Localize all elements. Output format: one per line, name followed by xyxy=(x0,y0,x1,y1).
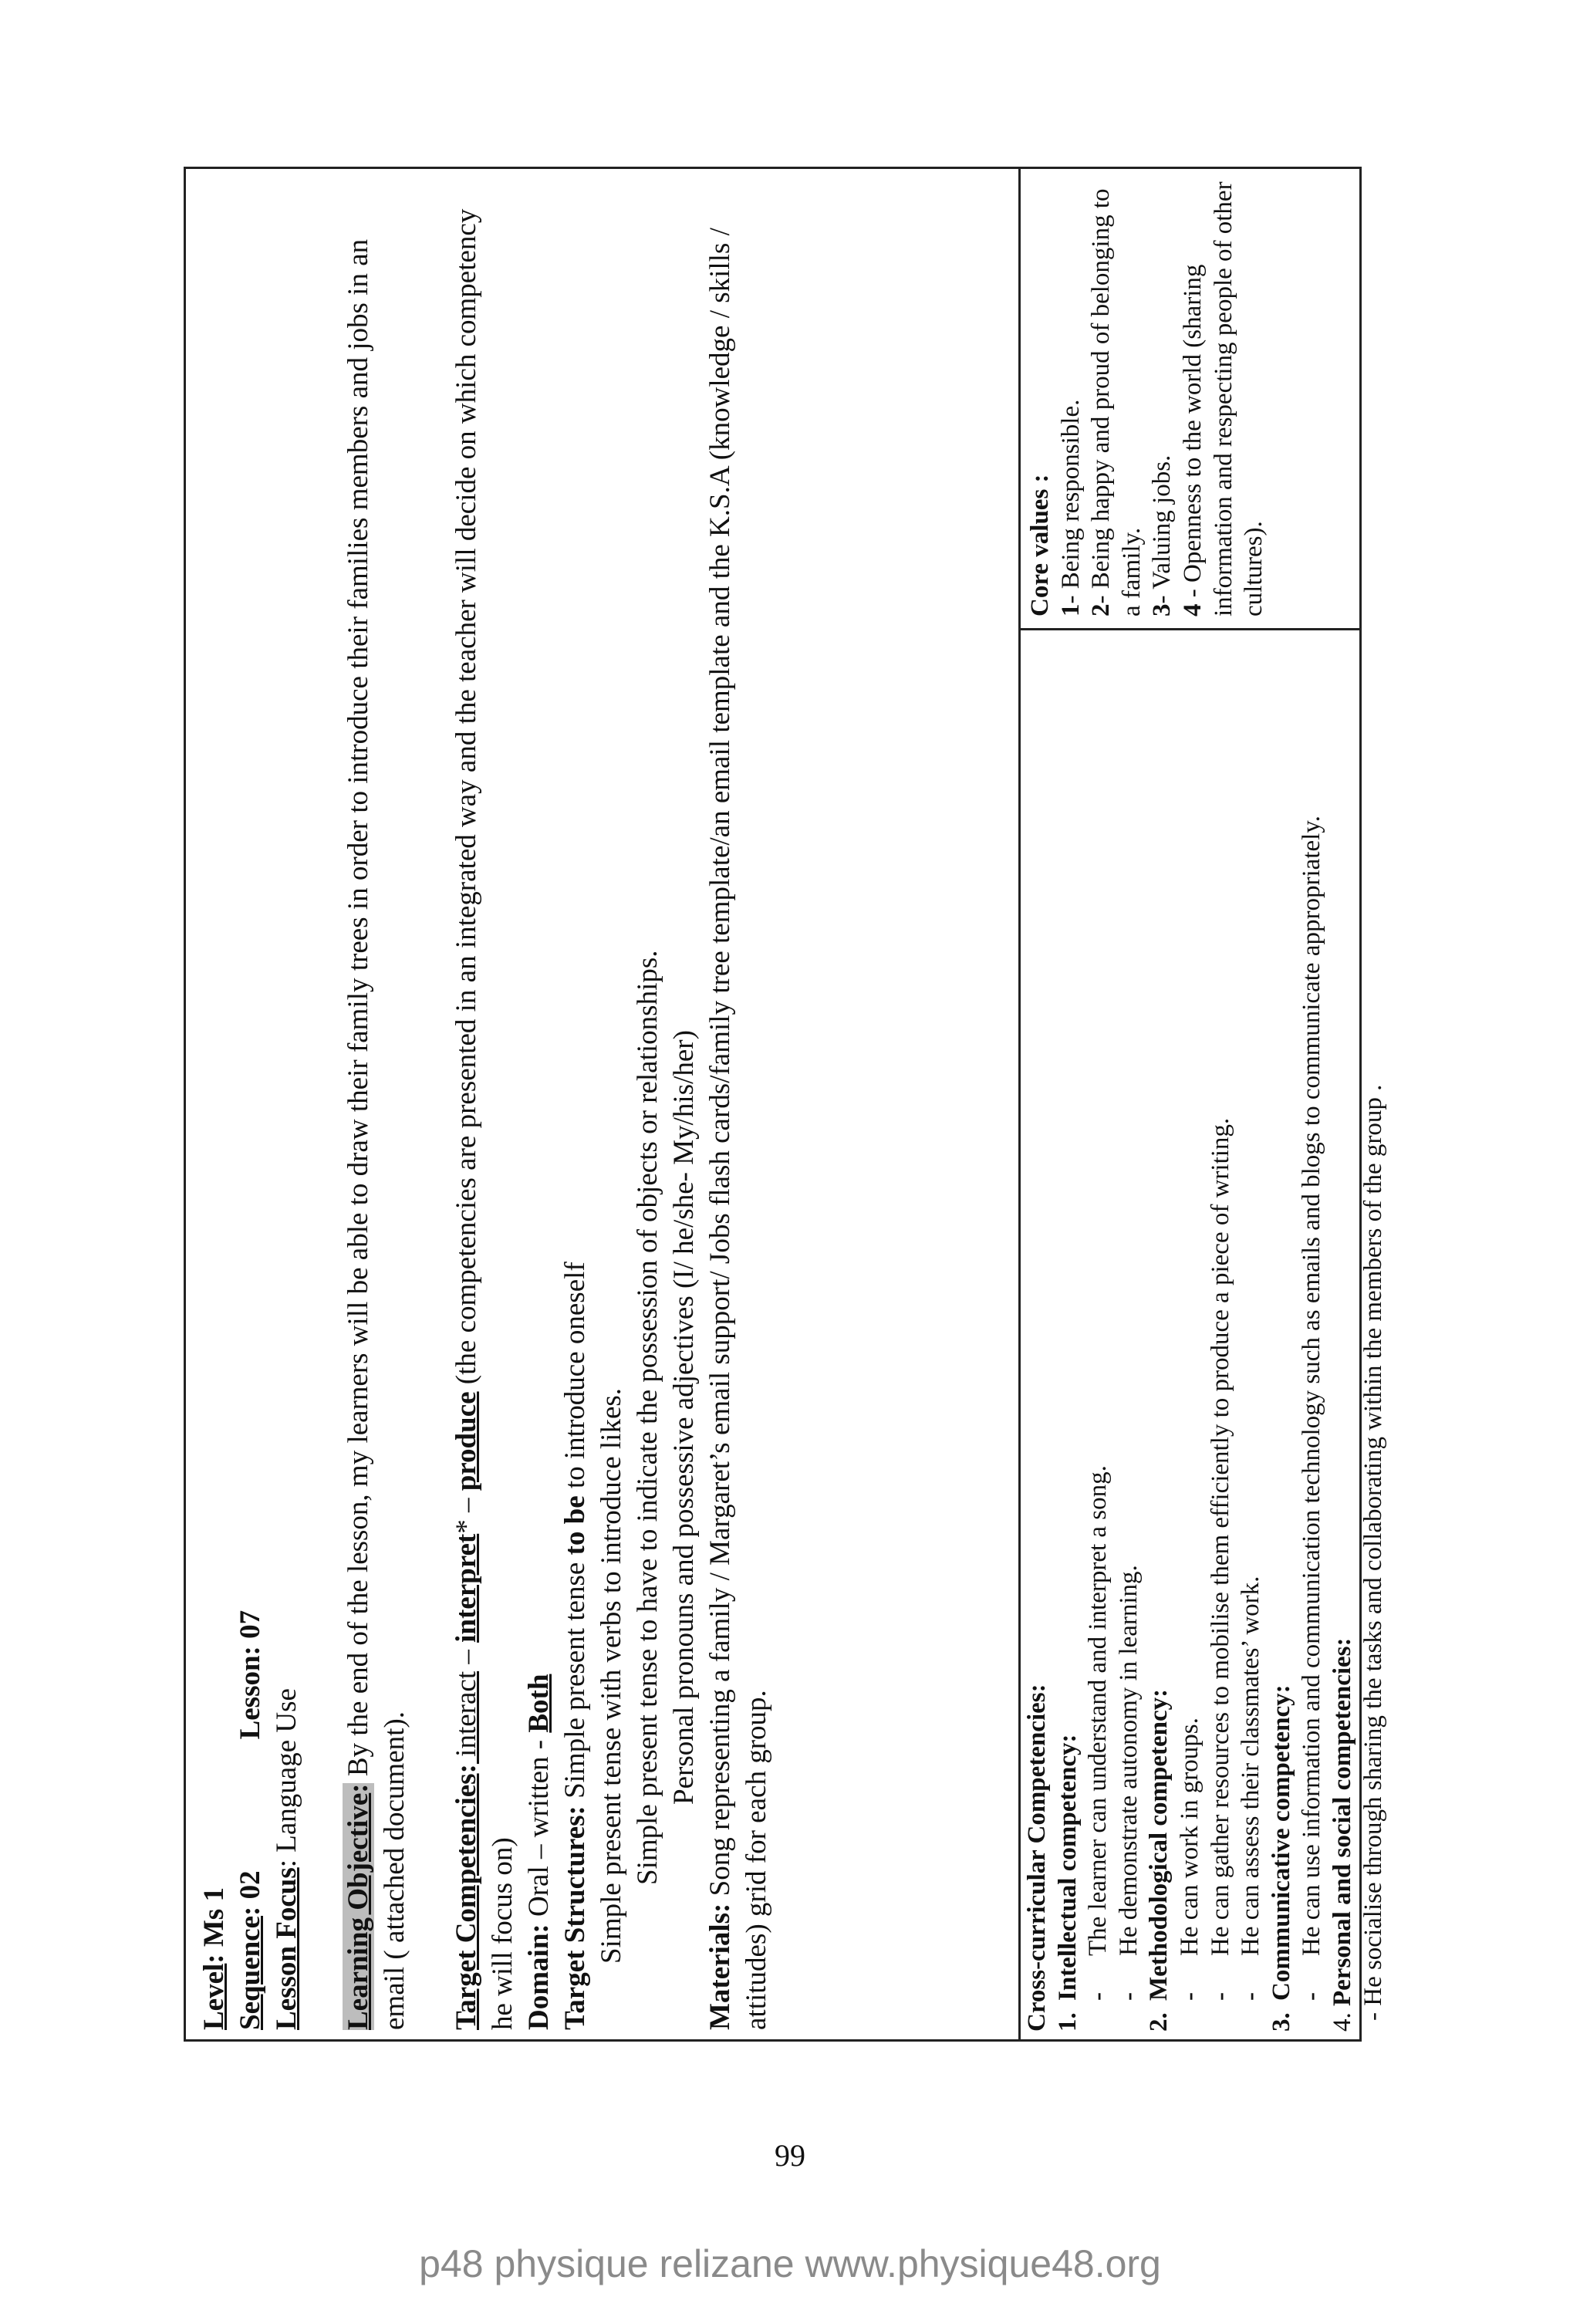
objective-text: By the end of the lesson, my learners will be able to draw their family trees in order to introduce their families members and jobs in an email ( attached document). xyxy=(342,238,410,2030)
sequence-line xyxy=(233,178,269,2030)
domain-label: Domain: xyxy=(522,1924,555,2030)
structures-label: Target Structures: xyxy=(559,1805,591,2030)
list-item: - The learner can understand and interpret a song. xyxy=(1084,1465,1112,2001)
list-item: - He can work in groups. xyxy=(1175,1718,1204,2001)
focus-label: Lesson Focus xyxy=(270,1867,302,2030)
core-values-title: Core values : xyxy=(1026,474,1054,616)
structures-line-1: Target Structures: Simple present tense to be to introduce oneself xyxy=(559,1262,591,2030)
methodological-heading: 2. Methodological competency: xyxy=(1145,1688,1173,2032)
materials-label: Materials: xyxy=(704,1903,736,2030)
personal-social-text: - He socialise through sharing the tasks and collaborating within the members of the group . xyxy=(1359,1084,1387,2021)
sequence-label: Sequence xyxy=(234,1916,266,2030)
competency-interact: interact xyxy=(450,1670,482,1765)
structures-line-3: Simple present tense to have to indicate the possession of objects or relationships. xyxy=(631,950,663,1885)
core-value-3: 3- Valuing jobs. xyxy=(1148,454,1177,616)
sequence-value: : 02 xyxy=(234,1870,266,1916)
materials-text: Song representing a family / Margaret’s email support/ Jobs flash cards/family tree template/an email template and the K.S.A (knowledge / skills / attitudes) grid for each group. xyxy=(704,228,772,2030)
cross-curricular-cell xyxy=(1019,627,1387,2039)
competency-produce: produce xyxy=(450,1391,482,1491)
communicative-heading: 3. Communicative competency: xyxy=(1267,1684,1295,2032)
footer-watermark: p48 physique relizane www.physique48.org xyxy=(419,2242,1161,2285)
objective-paragraph: Learning Objective: By the end of the lesson, my learners will be able to draw their family trees in order to introduce their families members and jobs in an email ( attached document). xyxy=(342,238,410,2030)
domain-text: Oral – written - xyxy=(522,1732,555,1924)
competencies-paragraph: Target Competencies: interact – interpret* – produce (the competencies are presented in an integrated way and the teacher will decide on which competency he will focus on) xyxy=(450,208,518,2030)
objective-label: Learning Objective xyxy=(342,1792,374,2030)
core-value-4: 4 - Openness to the world (sharing information and respecting people of other cultures). xyxy=(1178,181,1268,616)
lesson-info-cell xyxy=(186,169,1016,2039)
core-value-2: 2- Being happy and proud of belonging to a family. xyxy=(1087,188,1146,616)
list-item: - He can gather resources to mobilise them efficiently to produce a piece of writing. xyxy=(1206,1117,1234,2001)
intellectual-heading: 1. Intellectual competency: xyxy=(1053,1734,1082,2032)
structures-line-4: Personal pronouns and possessive adjectives (I/ he/she- My/his/her) xyxy=(667,1030,700,1805)
focus-line xyxy=(269,178,306,2030)
core-value-1: 1- Being responsible. xyxy=(1056,399,1085,616)
domain-line xyxy=(522,178,558,2030)
materials-paragraph xyxy=(703,178,775,2030)
competencies-text: (the competencies are presented in an integrated way and the teacher will decide on which competency he will focus on) xyxy=(450,208,518,2030)
competency-interpret: interpret xyxy=(450,1533,482,1643)
structures-line-2: Simple present tense with verbs to introduce likes. xyxy=(595,1387,627,1964)
level-label: Level xyxy=(198,1963,230,2030)
focus-value: : Language Use xyxy=(270,1688,302,1868)
level-line xyxy=(197,178,233,2030)
list-item: - He can use information and communication technology such as emails and blogs to communicate appropriately. xyxy=(1298,816,1326,2001)
list-item: - He can assess their classmates’ work. xyxy=(1237,1576,1265,2001)
page-number: 99 xyxy=(775,2138,805,2173)
cross-curricular-title: Cross-curricular Competencies: xyxy=(1023,1684,1051,2032)
domain-both: Both xyxy=(522,1674,555,1733)
core-values-cell xyxy=(1019,171,1360,627)
lesson-number: Lesson: 07 xyxy=(234,1610,266,1740)
personal-social-heading: 4. Personal and social competencies: xyxy=(1328,1637,1356,2032)
list-item: - He demonstrate autonomy in learning. xyxy=(1114,1565,1143,2001)
level-value: : Ms 1 xyxy=(198,1887,230,1964)
competencies-label: Target Competencies xyxy=(450,1773,482,2030)
